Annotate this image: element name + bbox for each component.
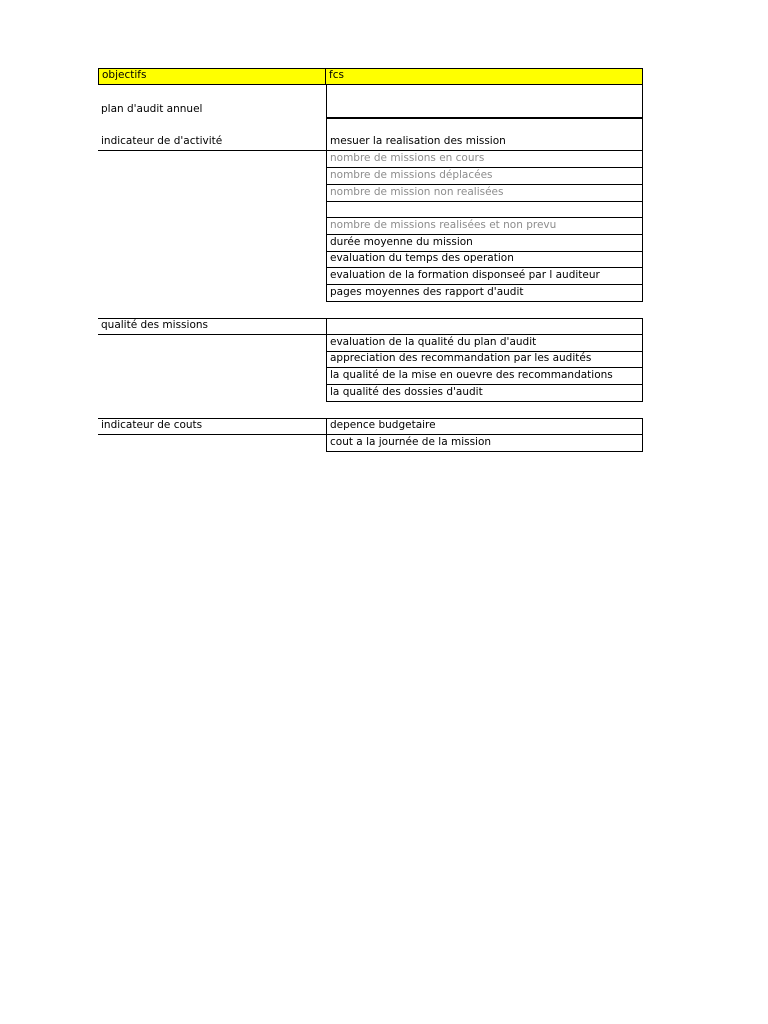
cell-empty[interactable] — [98, 435, 326, 452]
cell-qualite-item[interactable] — [326, 385, 643, 402]
row-activite-3 — [98, 168, 643, 185]
cell-activite-item[interactable] — [326, 235, 643, 252]
row-qualite-3 — [98, 352, 643, 369]
qualite-item-text: la qualité des dossies d'audit — [330, 385, 483, 398]
qualite-item-text: appreciation des recommandation par les audités — [330, 352, 592, 365]
activite-item-text: nombre de missions en cours — [330, 152, 485, 165]
cell-empty[interactable] — [98, 185, 326, 202]
cell-activite-item[interactable] — [326, 185, 643, 202]
cell-qualite-item[interactable] — [326, 368, 643, 385]
cell-plan-audit-label[interactable] — [98, 85, 326, 118]
header-fcs-text: fcs — [329, 68, 344, 81]
qualite-item-text: la qualité de la mise en ouevre des recommandations — [330, 369, 613, 382]
blank-row — [98, 302, 643, 319]
cell-activite-item[interactable] — [326, 218, 643, 235]
activite-item-text: nombre de missions realisées et non prevu — [330, 218, 557, 231]
cell-couts-label[interactable] — [98, 418, 326, 435]
cell-activite-item[interactable] — [326, 151, 643, 168]
cell-empty[interactable] — [98, 335, 326, 352]
cell-activite-item[interactable] — [326, 168, 643, 185]
blank-row — [98, 402, 643, 419]
row-qualite-1 — [98, 318, 643, 335]
cell-empty[interactable] — [98, 268, 326, 285]
header-fcs[interactable] — [326, 68, 643, 85]
cell-empty[interactable] — [98, 218, 326, 235]
cell-empty[interactable] — [98, 252, 326, 269]
header-objectifs[interactable] — [98, 68, 326, 85]
row-activite-4 — [98, 185, 643, 202]
cell-empty[interactable] — [98, 235, 326, 252]
header-row — [98, 68, 643, 85]
row-activite-5 — [98, 202, 643, 219]
qualite-label: qualité des missions — [101, 319, 208, 332]
row-activite-1 — [98, 118, 643, 151]
activite-item-text: evaluation du temps des operation — [330, 252, 514, 265]
cell-activite-label[interactable] — [98, 118, 326, 151]
row-activite-10 — [98, 285, 643, 302]
cell-couts-item[interactable] — [326, 418, 643, 435]
row-qualite-5 — [98, 385, 643, 402]
qualite-item-text: evaluation de la qualité du plan d'audit — [330, 335, 537, 348]
row-activite-6 — [98, 218, 643, 235]
row-couts-2 — [98, 435, 643, 452]
couts-item-text: depence budgetaire — [330, 419, 436, 432]
row-activite-8 — [98, 252, 643, 269]
cell-plan-audit-fcs[interactable] — [326, 85, 643, 118]
cell-couts-item[interactable] — [326, 435, 643, 452]
cell-empty[interactable] — [98, 285, 326, 302]
cell-activite-item[interactable] — [326, 252, 643, 269]
activite-item-text: evaluation de la formation disponseé par l auditeur — [330, 268, 600, 281]
couts-item-text: cout a la journée de la mission — [330, 435, 492, 448]
row-couts-1 — [98, 418, 643, 435]
couts-label: indicateur de couts — [101, 419, 203, 432]
activite-item-text: durée moyenne du mission — [330, 235, 473, 248]
cell-empty[interactable] — [98, 352, 326, 369]
header-objectifs-text: objectifs — [102, 68, 147, 81]
cell-empty[interactable] — [98, 168, 326, 185]
activite-label: indicateur de d'activité — [101, 135, 223, 148]
activite-item-text: nombre de missions déplacées — [330, 168, 493, 181]
activite-item-text: mesuer la realisation des mission — [330, 135, 506, 148]
cell-activite-item-empty[interactable] — [326, 202, 643, 219]
plan-audit-label: plan d'audit annuel — [101, 103, 203, 116]
row-activite-2 — [98, 151, 643, 168]
cell-empty[interactable] — [98, 368, 326, 385]
cell-qualite-item[interactable] — [326, 352, 643, 369]
cell-qualite-item[interactable] — [326, 335, 643, 352]
cell-qualite-item-empty[interactable] — [326, 318, 643, 335]
row-plan-audit — [98, 85, 643, 118]
row-qualite-2 — [98, 335, 643, 352]
spreadsheet-table — [98, 68, 643, 452]
cell-activite-item[interactable] — [326, 285, 643, 302]
cell-empty[interactable] — [98, 202, 326, 219]
activite-item-text: nombre de mission non realisées — [330, 185, 504, 198]
cell-qualite-label[interactable] — [98, 318, 326, 335]
row-qualite-4 — [98, 368, 643, 385]
row-activite-9 — [98, 268, 643, 285]
row-activite-7 — [98, 235, 643, 252]
activite-item-text: pages moyennes des rapport d'audit — [330, 285, 524, 298]
cell-activite-item[interactable] — [326, 268, 643, 285]
cell-activite-item[interactable] — [326, 118, 643, 151]
cell-empty[interactable] — [98, 385, 326, 402]
cell-empty[interactable] — [98, 151, 326, 168]
